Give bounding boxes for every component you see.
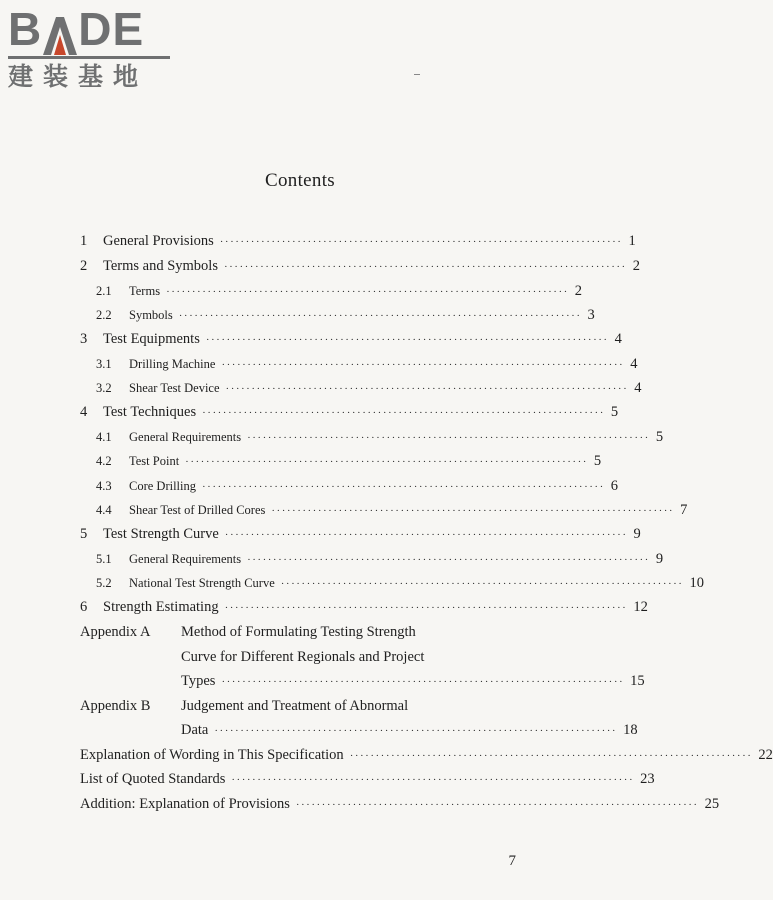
toc-entry-page: 2: [574, 283, 583, 299]
toc-entry-page: 4: [630, 356, 638, 372]
toc-entry-page: 23: [640, 771, 655, 787]
appendix-a-title-line-1: Method of Formulating Testing Strength: [181, 624, 416, 640]
toc-entry[interactable]: [96, 478, 618, 500]
toc-entry[interactable]: [96, 502, 688, 524]
leader-dots: ··············································································: [247, 432, 650, 444]
toc-entry[interactable]: [181, 673, 645, 695]
leader-dots: ··············································································: [224, 602, 628, 614]
toc-entry-page: 5: [610, 404, 619, 420]
toc-entry[interactable]: [96, 575, 704, 597]
toc-entry-number: 6: [80, 599, 88, 615]
leader-dots: ··············································································: [185, 456, 588, 468]
toc-entry-number: 4.1: [96, 430, 112, 444]
leader-dots: ··············································································: [247, 554, 650, 566]
toc-entry-page: 5: [593, 453, 602, 469]
toc-entry[interactable]: [80, 404, 619, 426]
toc-entry-page: 4: [634, 380, 642, 396]
bade-logo: [8, 4, 178, 92]
toc-entry[interactable]: [96, 429, 664, 451]
toc-entry-number: 4.2: [96, 454, 112, 468]
toc-entry-number: 5.1: [96, 552, 112, 566]
appendix-b-title-line-1: Judgement and Treatment of Abnormal: [181, 698, 409, 714]
toc-entry[interactable]: [80, 526, 641, 548]
leader-dots: ··············································································: [295, 799, 699, 811]
toc-entry[interactable]: [80, 771, 655, 793]
toc-entry-page: 1: [628, 233, 636, 249]
appendix-a-prefix[interactable]: Appendix A: [80, 624, 151, 640]
toc-entry-label: Strength Estimating: [103, 599, 219, 615]
toc-entry-page: 6: [610, 478, 618, 494]
toc-entry-page: 12: [633, 599, 648, 615]
toc-entry-page: 15: [630, 673, 645, 689]
toc-entry-page: 2: [632, 258, 640, 274]
toc-entry-number: 4.4: [96, 503, 112, 517]
leader-dots: ··············································································: [221, 676, 625, 688]
leader-dots: ··············································································: [219, 236, 623, 248]
toc-entry-label: Terms: [129, 284, 161, 298]
leader-dots: ··············································································: [224, 529, 628, 541]
logo-chinese-text: 建装基地: [8, 62, 149, 91]
logo-letter-b: B: [8, 3, 43, 55]
page-title: Contents: [265, 170, 335, 191]
scan-speck: [414, 74, 420, 75]
toc-entry-number: 2.2: [96, 308, 112, 322]
logo-wordmark: [8, 4, 178, 54]
toc-entry-number: 2: [80, 258, 88, 274]
logo-rule: [8, 56, 170, 59]
toc-entry-label: Test Techniques: [103, 404, 197, 420]
toc-entry-label: Test Point: [129, 454, 180, 468]
toc-entry-label: Shear Test Device: [129, 381, 220, 395]
toc-entry-label: Drilling Machine: [129, 357, 216, 371]
leader-dots: ··············································································: [166, 286, 569, 298]
leader-dots: ··············································································: [205, 334, 609, 346]
leader-dots: ··············································································: [214, 725, 618, 737]
toc-entry-number: 5.2: [96, 576, 112, 590]
leader-dots: ··············································································: [223, 261, 627, 273]
toc-entry-page: 25: [704, 796, 720, 812]
toc-entry-number: 4.3: [96, 479, 112, 493]
toc-entry[interactable]: [96, 307, 595, 329]
leader-dots: ··············································································: [271, 505, 675, 517]
toc-entry-page: 5: [655, 429, 664, 445]
toc-entry-number: 3.2: [96, 381, 112, 395]
toc-entry-label: General Requirements: [129, 552, 242, 566]
toc-entry-label: Terms and Symbols: [103, 258, 218, 274]
leader-dots: ··············································································: [202, 481, 605, 493]
toc-entry-page: 7: [680, 502, 688, 518]
toc-entry-page: 9: [633, 526, 641, 542]
toc-entry[interactable]: [80, 233, 636, 255]
page-number: 7: [508, 853, 516, 869]
toc-entry[interactable]: [96, 551, 664, 573]
leader-dots: ··············································································: [280, 578, 684, 590]
toc-entry-number: 3.1: [96, 357, 112, 371]
toc-entry-page: 9: [655, 551, 664, 567]
toc-entry-label: Core Drilling: [129, 479, 197, 493]
toc-entry-label: Explanation of Wording in This Specification: [80, 747, 344, 763]
toc-entry[interactable]: [96, 356, 638, 378]
toc-entry-label: Data: [181, 722, 209, 738]
leader-dots: ··············································································: [231, 774, 635, 786]
toc-entry-label: List of Quoted Standards: [80, 771, 226, 787]
leader-dots: ··············································································: [349, 750, 753, 762]
toc-entry-page: 22: [758, 747, 773, 763]
appendix-b-prefix[interactable]: Appendix B: [80, 698, 151, 714]
toc-entry[interactable]: [80, 796, 720, 818]
toc-entry-number: 2.1: [96, 284, 112, 298]
appendix-a-title-line-2: Curve for Different Regionals and Project: [181, 649, 425, 665]
toc-entry-label: General Provisions: [103, 233, 214, 249]
toc-entry-number: 5: [80, 526, 88, 542]
toc-entry-number: 1: [80, 233, 88, 249]
toc-entry-label: Test Strength Curve: [103, 526, 219, 542]
logo-letters-de: DE: [78, 3, 145, 55]
toc-entry[interactable]: [96, 453, 602, 475]
toc-entry-label: Symbols: [129, 308, 173, 322]
leader-dots: ··············································································: [202, 407, 605, 419]
toc-entry-page: 4: [614, 331, 622, 347]
toc-entry[interactable]: [80, 258, 640, 280]
toc-entry-page: 10: [689, 575, 704, 591]
toc-entry[interactable]: [80, 331, 622, 353]
logo-a-mark-icon: [43, 14, 77, 54]
toc-entry[interactable]: [96, 380, 642, 402]
toc-entry-label: Shear Test of Drilled Cores: [129, 503, 266, 517]
toc-entry-label: National Test Strength Curve: [129, 576, 275, 590]
toc-entry-number: 3: [80, 331, 88, 347]
toc-entry[interactable]: [181, 722, 638, 744]
leader-dots: ··············································································: [178, 310, 582, 322]
toc-entry[interactable]: [80, 747, 773, 769]
leader-dots: ··············································································: [225, 383, 629, 395]
toc-entry-label: Addition: Explanation of Provisions: [80, 796, 290, 812]
toc-entry-page: 3: [587, 307, 595, 323]
toc-entry-label: Types: [181, 673, 216, 689]
toc-entry[interactable]: [96, 283, 583, 305]
toc-entry[interactable]: [80, 599, 648, 621]
leader-dots: ··············································································: [221, 359, 625, 371]
toc-entry-label: Test Equipments: [103, 331, 200, 347]
toc-entry-label: General Requirements: [129, 430, 242, 444]
toc-entry-page: 18: [623, 722, 638, 738]
toc-entry-number: 4: [80, 404, 88, 420]
